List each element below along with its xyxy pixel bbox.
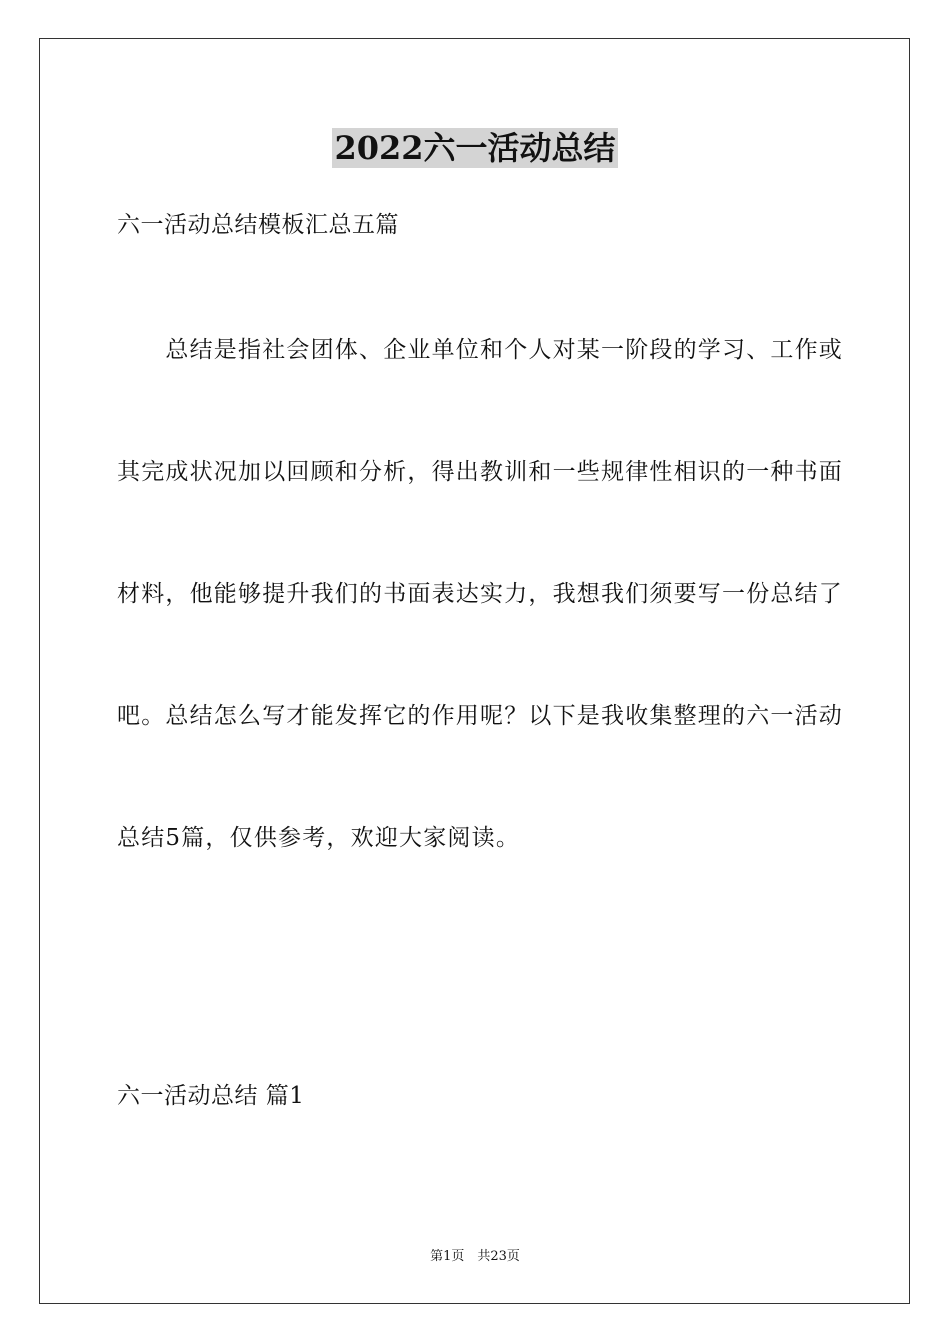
intro-line-2: 其完成状况加以回顾和分析，得出教训和一些规律性相识的一种书面 <box>117 459 843 485</box>
document-title-block <box>0 128 950 174</box>
section-heading: 六一活动总结 篇1 <box>117 1083 305 1109</box>
page-footer: 第1页 共23页 <box>430 1249 520 1264</box>
intro-line-4: 吧。总结怎么写才能发挥它的作用呢？以下是我收集整理的六一活动 <box>117 703 843 729</box>
document-title: 2022六一活动总结 <box>334 129 616 167</box>
intro-line-3: 材料，他能够提升我们的书面表达实力，我想我们须要写一份总结了 <box>117 581 843 607</box>
intro-line-5: 总结5篇，仅供参考，欢迎大家阅读。 <box>117 825 521 851</box>
intro-line-1: 总结是指社会团体、企业单位和个人对某一阶段的学习、工作或 <box>117 337 843 363</box>
document-subtitle: 六一活动总结模板汇总五篇 <box>117 212 399 238</box>
